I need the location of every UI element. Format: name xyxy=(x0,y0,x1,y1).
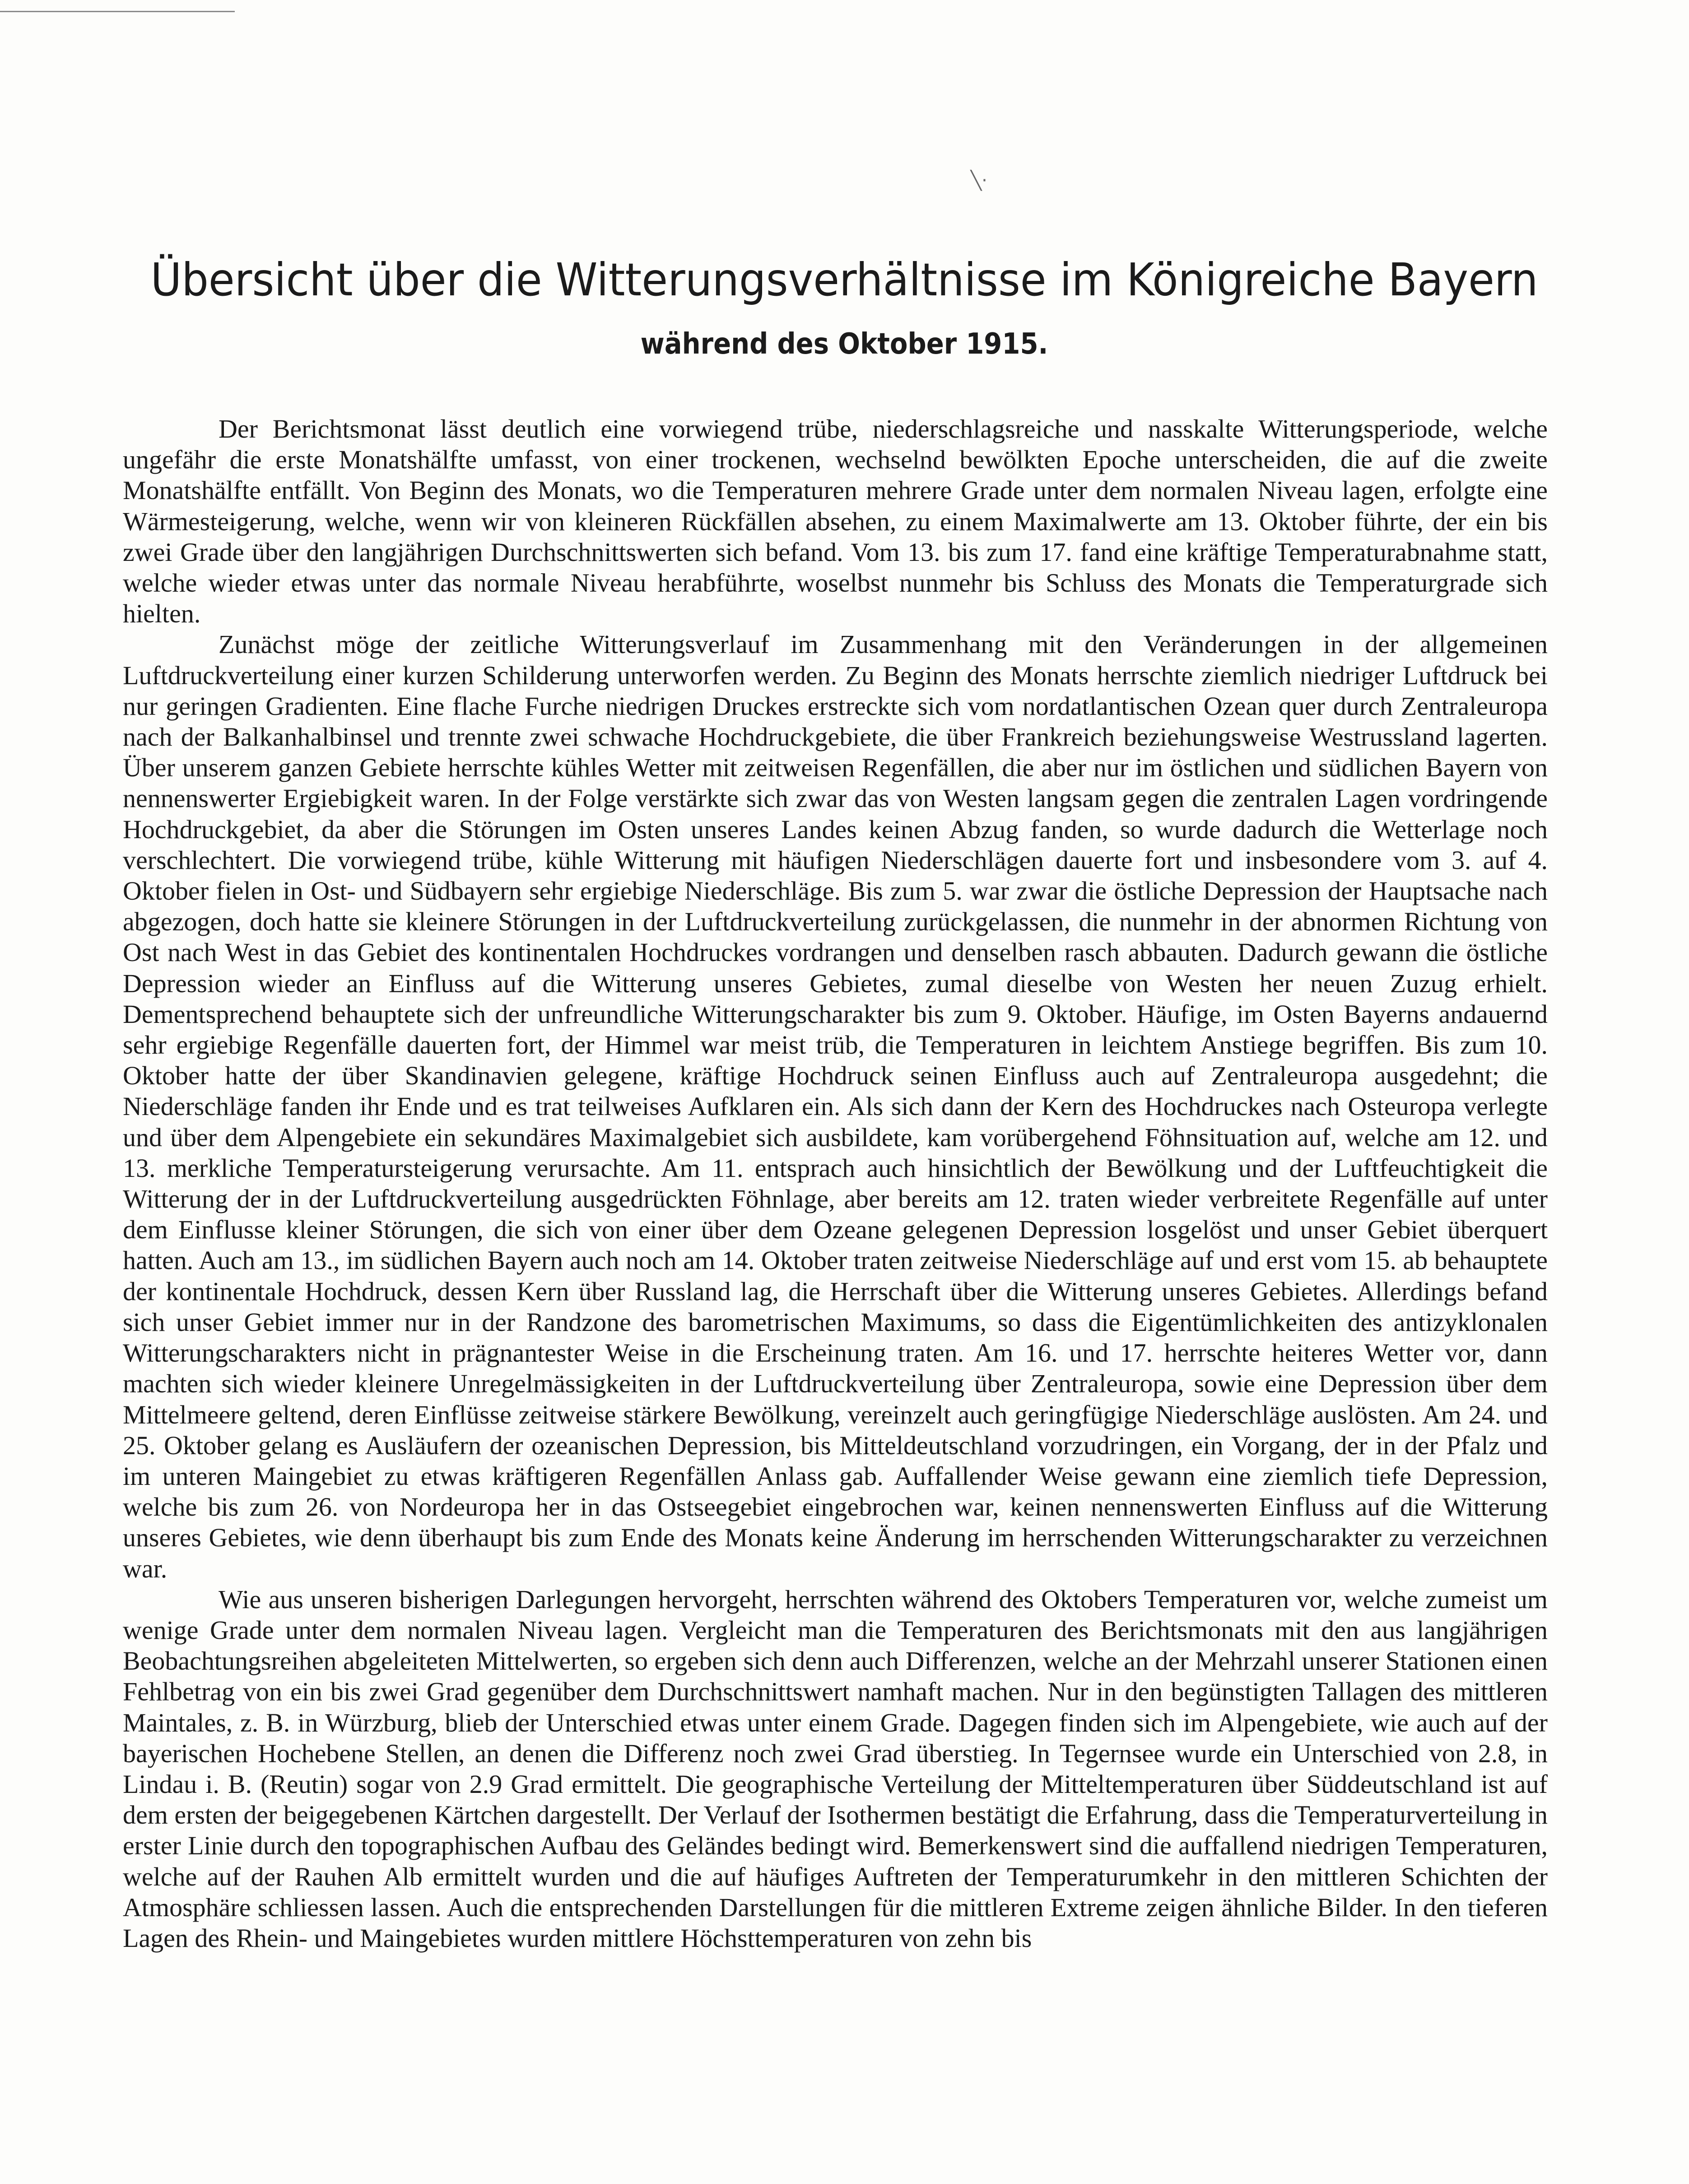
scan-edge-rule xyxy=(0,11,235,12)
print-speck: ╲· xyxy=(971,170,987,191)
page-subtitle: während des Oktober 1915. xyxy=(640,327,1048,361)
paragraph-intro: Der Berichtsmonat lässt deutlich eine vorwiegend trübe, niederschlagsreiche und nasskalte Witterungsperiode, welche ungefähr die erste Monatshälfte umfasst, von einer trockenen, wechselnd bewölkten Epoche unterscheiden, die auf die zweite Monatshälfte entfällt. Von Beginn des Monats, wo die Temperaturen mehrere Grade unter dem normalen Niveau lagen, erfolgte eine Wärmesteigerung, welche, wenn wir von kleineren Rückfällen absehen, zu einem Maximalwerte am 13. Oktober führte, der ein bis zwei Grade über den langjährigen Durchschnittswerten sich befand. Vom 13. bis zum 17. fand eine kräftige Temperaturabnahme statt, welche wieder etwas unter das normale Niveau herabführte, woselbst nunmehr bis Schluss des Monats die Temperaturgrade sich hielten. xyxy=(123,414,1548,629)
paragraph-temperatures: Wie aus unseren bisherigen Darlegungen hervorgeht, herrschten während des Oktobers Temperaturen vor, welche zumeist um wenige Grade unter dem normalen Niveau lagen. Vergleicht man die Temperaturen des Berichtsmonats mit den aus langjährigen Beobachtungsreihen abgeleiteten Mittelwerten, so ergeben sich denn auch Differenzen, welche an der Mehrzahl unserer Stationen einen Fehlbetrag von ein bis zwei Grad gegenüber dem Durchschnittswert namhaft machen. Nur in den begünstigten Tallagen des mittleren Maintales, z. B. in Würzburg, blieb der Unterschied etwas unter einem Grade. Dagegen finden sich im Alpengebiete, wie auch auf der bayerischen Hochebene Stellen, an denen die Differenz noch zwei Grad überstieg. In Tegernsee wurde ein Unterschied von 2.8, in Lindau i. B. (Reutin) sogar von 2.9 Grad ermittelt. Die geographische Verteilung der Mitteltemperaturen über Süddeutschland ist auf dem ersten der beigegebenen Kärtchen dargestellt. Der Verlauf der Isothermen bestätigt die Erfahrung, dass die Temperaturverteilung in erster Linie durch den topographischen Aufbau des Geländes bedingt wird. Bemerkenswert sind die auffallend niedrigen Temperaturen, welche auf der Rauhen Alb ermittelt wurden und die auf häufiges Auftreten der Temperaturumkehr in den mittleren Schichten der Atmosphäre schliessen lassen. Auch die entsprechenden Darstellungen für die mittleren Extreme zeigen ähnliche Bilder. In den tieferen Lagen des Rhein- und Maingebietes wurden mittlere Höchsttemperaturen von zehn bis xyxy=(123,1584,1548,1953)
page-title: Übersicht über die Witterungsverhältnisse im Königreiche Bayern xyxy=(150,253,1538,306)
paragraph-weather-course: Zunächst möge der zeitliche Witterungsverlauf im Zusammenhang mit den Veränderungen in der allgemeinen Luftdruckverteilung einer kurzen Schilderung unterworfen werden. Zu Beginn des Monats herrschte ziemlich niedriger Luftdruck bei nur geringen Gradienten. Eine flache Furche niedrigen Druckes erstreckte sich vom nordatlantischen Ozean quer durch Zentraleuropa nach der Balkanhalbinsel und trennte zwei schwache Hochdruckgebiete, die über Frankreich beziehungsweise Westrussland lagerten. Über unserem ganzen Gebiete herrschte kühles Wetter mit zeitweisen Regenfällen, die aber nur im östlichen und südlichen Bayern von nennenswerter Ergiebigkeit waren. In der Folge verstärkte sich zwar das von Westen langsam gegen die zentralen Lagen vordringende Hochdruckgebiet, da aber die Störungen im Osten unseres Landes keinen Abzug fanden, so wurde dadurch die Wetterlage noch verschlechtert. Die vorwiegend trübe, kühle Witterung mit häufigen Niederschlägen dauerte fort und insbesondere vom 3. auf 4. Oktober fielen in Ost- und Südbayern sehr ergiebige Niederschläge. Bis zum 5. war zwar die östliche Depression der Hauptsache nach abgezogen, doch hatte sie kleinere Störungen in der Luftdruckverteilung zurückgelassen, die nunmehr in der abnormen Richtung von Ost nach West in das Gebiet des kontinentalen Hochdruckes vordrangen und denselben rasch abbauten. Dadurch gewann die östliche Depression wieder an Einfluss auf die Witterung unseres Gebietes, zumal dieselbe von Westen her neuen Zuzug erhielt. Dementsprechend behauptete sich der unfreundliche Witterungscharakter bis zum 9. Oktober. Häufige, im Osten Bayerns andauernd sehr ergiebige Regenfälle dauerten fort, der Himmel war meist trüb, die Temperaturen in leichtem Anstiege begriffen. Bis zum 10. Oktober hatte der über Skandinavien gelegene, kräftige Hochdruck seinen Einfluss auch auf Zentraleuropa ausgedehnt; die Niederschläge fanden ihr Ende und es trat teilweises Aufklaren ein. Als sich dann der Kern des Hochdruckes nach Osteuropa verlegte und über dem Alpengebiete ein sekundäres Maximalgebiet sich ausbildete, kam vorübergehend Föhnsituation auf, welche am 12. und 13. merkliche Temperatursteigerung verursachte. Am 11. entsprach auch hinsichtlich der Bewölkung und der Luftfeuchtigkeit die Witterung der in der Luftdruckverteilung ausgedrückten Föhnlage, aber bereits am 12. traten wieder verbreitete Regenfälle auf unter dem Einflusse kleiner Störungen, die sich von einer über dem Ozeane gelegenen Depression losgelöst und unser Gebiet überquert hatten. Auch am 13., im südlichen Bayern auch noch am 14. Oktober traten zeitweise Niederschläge auf und erst vom 15. ab behauptete der kontinentale Hochdruck, dessen Kern über Russland lag, die Herrschaft über die Witterung unseres Gebietes. Allerdings befand sich unser Gebiet immer nur in der Randzone des barometrischen Maximums, so dass die Eigentümlichkeiten des antizyklonalen Witterungscharakters nicht in prägnantester Weise in die Erscheinung traten. Am 16. und 17. herrschte heiteres Wetter vor, dann machten sich wieder kleinere Unregelmässigkeiten in der Luftdruckverteilung über Zentraleuropa, sowie eine Depression über dem Mittelmeere geltend, deren Einflüsse zeitweise stärkere Bewölkung, vereinzelt auch geringfügige Niederschläge auslösten. Am 24. und 25. Oktober gelang es Ausläufern der ozeanischen Depression, bis Mitteldeutschland vorzudringen, ein Vorgang, der in der Pfalz und im unteren Maingebiet zu etwas kräftigeren Regenfällen Anlass gab. Auffallender Weise gewann eine ziemlich tiefe Depression, welche bis zum 26. von Nordeuropa her in das Ostseegebiet eingebrochen war, keinen nennenswerten Einfluss auf die Witterung unseres Gebietes, wie denn überhaupt bis zum Ende des Monats keine Änderung im herrschenden Witterungscharakter zu verzeichnen war. xyxy=(123,630,1548,1583)
report-body xyxy=(123,414,1548,1954)
